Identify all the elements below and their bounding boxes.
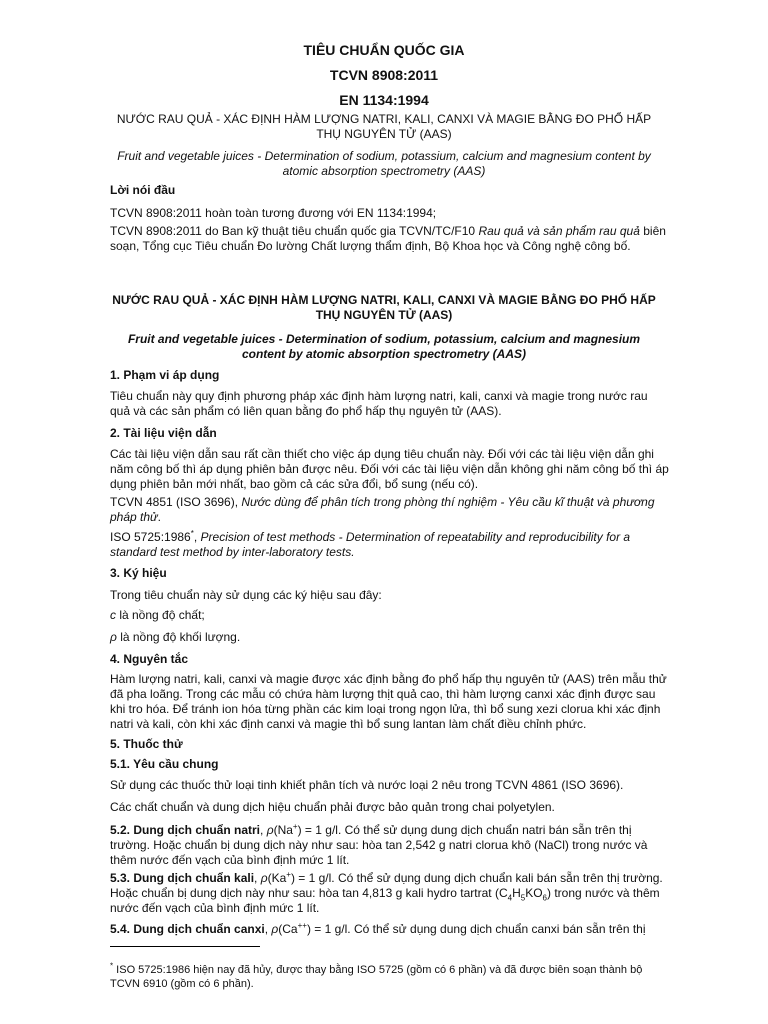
standard-title: TIÊU CHUẨN QUỐC GIA: [303, 42, 465, 58]
en-code: EN 1134:1994: [339, 92, 429, 108]
section-2-heading: 2. Tài liệu viện dẫn: [110, 426, 217, 440]
symbol-c: c là nồng độ chất;: [110, 608, 205, 622]
section-5-1-text-2: Các chất chuẩn và dung dịch hiệu chuẩn phải được bảo quản trong chai polyetylen.: [110, 800, 555, 814]
section-3-heading: 3. Ký hiệu: [110, 566, 167, 580]
reference-tcvn-4851: TCVN 4851 (ISO 3696), Nước dùng để phân tích trong phòng thí nghiệm - Yêu cầu kĩ thuật và phương pháp thử.: [110, 495, 655, 524]
section-5-3: 5.3. Dung dịch chuẩn kali, ρ(Ka+) = 1 g/l. Có thể sử dụng dung dịch chuẩn kali bán sẵn trên thị trường. Hoặc chuẩn bị dung dịch này như sau: hòa tan 4,813 g kali hydro tartrat $(C_4H_5KO_6)$ trong nước và thêm nước đến vạch của bình định mức 1 lít.: [110, 870, 663, 915]
section-1-heading: 1. Phạm vi áp dụng: [110, 368, 220, 382]
section-3-intro: Trong tiêu chuẩn này sử dụng các ký hiệu sau đây:: [110, 588, 382, 602]
section-2-text: Các tài liệu viện dẫn sau rất cần thiết cho việc áp dụng tiêu chuẩn này. Đối với các tài liệu viện dẫn ghi năm công bố thì áp dụng phiên bản được nêu. Đối với các tài liệu viện dẫn không ghi năm công bố thì áp dụng phiên bản mới nhất, bao gồm cả các sửa đổi, bổ sung (nếu có).: [110, 447, 669, 491]
section-4-text: Hàm lượng natri, kali, canxi và magie được xác định bằng đo phổ hấp thụ nguyên tử (AAS) trên mẫu thử đã pha loãng. Trong các mẫu có chứa hàm lượng thịt quả cao, thì hàm lượng canxi xác định được sau khi tro hóa. Để tránh ion hóa từng phần các kim loại trong ngọn lửa, thì bổ sung xezi clorua khi xác định natri và kali, còn khi xác định canxi và magie thì bổ sung lantan làm chất điều chỉnh phức.: [110, 672, 667, 731]
foreword-paragraph-2: TCVN 8908:2011 do Ban kỹ thuật tiêu chuẩn quốc gia TCVN/TC/F10 Rau quả và sản phẩm rau quả biên soạn, Tổng cục Tiêu chuẩn Đo lường Chất lượng thẩm định, Bộ Khoa học và Công nghệ công bố.: [110, 224, 666, 253]
section-1-text: Tiêu chuẩn này quy định phương pháp xác định hàm lượng natri, kali, canxi và magie trong nước rau quả và các sản phẩm có liên quan bằng đo phổ hấp thụ nguyên tử (AAS).: [110, 389, 648, 418]
footnote-separator: [110, 946, 260, 947]
section-5-1-text-1: Sử dụng các thuốc thử loại tinh khiết phân tích và nước loại 2 nêu trong TCVN 4861 (ISO 3696).: [110, 778, 624, 792]
reference-iso-5725: ISO 5725:1986*, Precision of test methods - Determination of repeatability and reproducibility for a standard test method by inter-laboratory tests.: [110, 529, 631, 559]
section-4-heading: 4. Nguyên tắc: [110, 652, 189, 666]
footnote: * ISO 5725:1986 hiện nay đã hủy, được thay bằng ISO 5725 (gồm có 6 phần) và đã được biên soạn thành bộ TCVN 6910 (gồm có 6 phần).: [110, 961, 643, 990]
symbol-rho: ρ là nồng độ khối lượng.: [110, 630, 241, 644]
en-title: Fruit and vegetable juices - Determination of sodium, potassium, calcium and magnesium content by atomic absorption spectrometry (AAS): [117, 149, 651, 178]
vi-title: NƯỚC RAU QUẢ - XÁC ĐỊNH HÀM LƯỢNG NATRI, KALI, CANXI VÀ MAGIE BẰNG ĐO PHỔ HẤP THỤ NGUYÊN TỬ (AAS): [116, 112, 652, 141]
section-5-heading: 5. Thuốc thử: [110, 737, 183, 751]
section-5-1-heading: 5.1. Yêu cầu chung: [110, 757, 219, 771]
main-en-title: Fruit and vegetable juices - Determination of sodium, potassium, calcium and magnesium content by atomic absorption spectrometry (AAS): [127, 332, 641, 361]
main-vi-title: NƯỚC RAU QUẢ - XÁC ĐỊNH HÀM LƯỢNG NATRI, KALI, CANXI VÀ MAGIE BẰNG ĐO PHỔ HẤP THỤ NGUYÊN TỬ (AAS): [112, 293, 656, 322]
standard-code: TCVN 8908:2011: [329, 67, 439, 83]
section-5-2: 5.2. Dung dịch chuẩn natri, ρ(Na+) = 1 g/l. Có thể sử dụng dung dịch chuẩn natri bán sẵn trên thị trường. Hoặc chuẩn bị dung dịch này như sau: hòa tan 2,542 g natri clorua khô (NaCl) trong nước và thêm nước đến vạch của bình định mức 1 lít.: [110, 822, 648, 867]
foreword-paragraph-1: TCVN 8908:2011 hoàn toàn tương đương với EN 1134:1994;: [110, 206, 437, 220]
section-5-4: 5.4. Dung dịch chuẩn canxi, ρ(Ca++) = 1 g/l. Có thể sử dụng dung dịch chuẩn canxi bán sẵn trên thị: [110, 921, 646, 936]
foreword-heading: Lời nói đầu: [110, 183, 176, 197]
